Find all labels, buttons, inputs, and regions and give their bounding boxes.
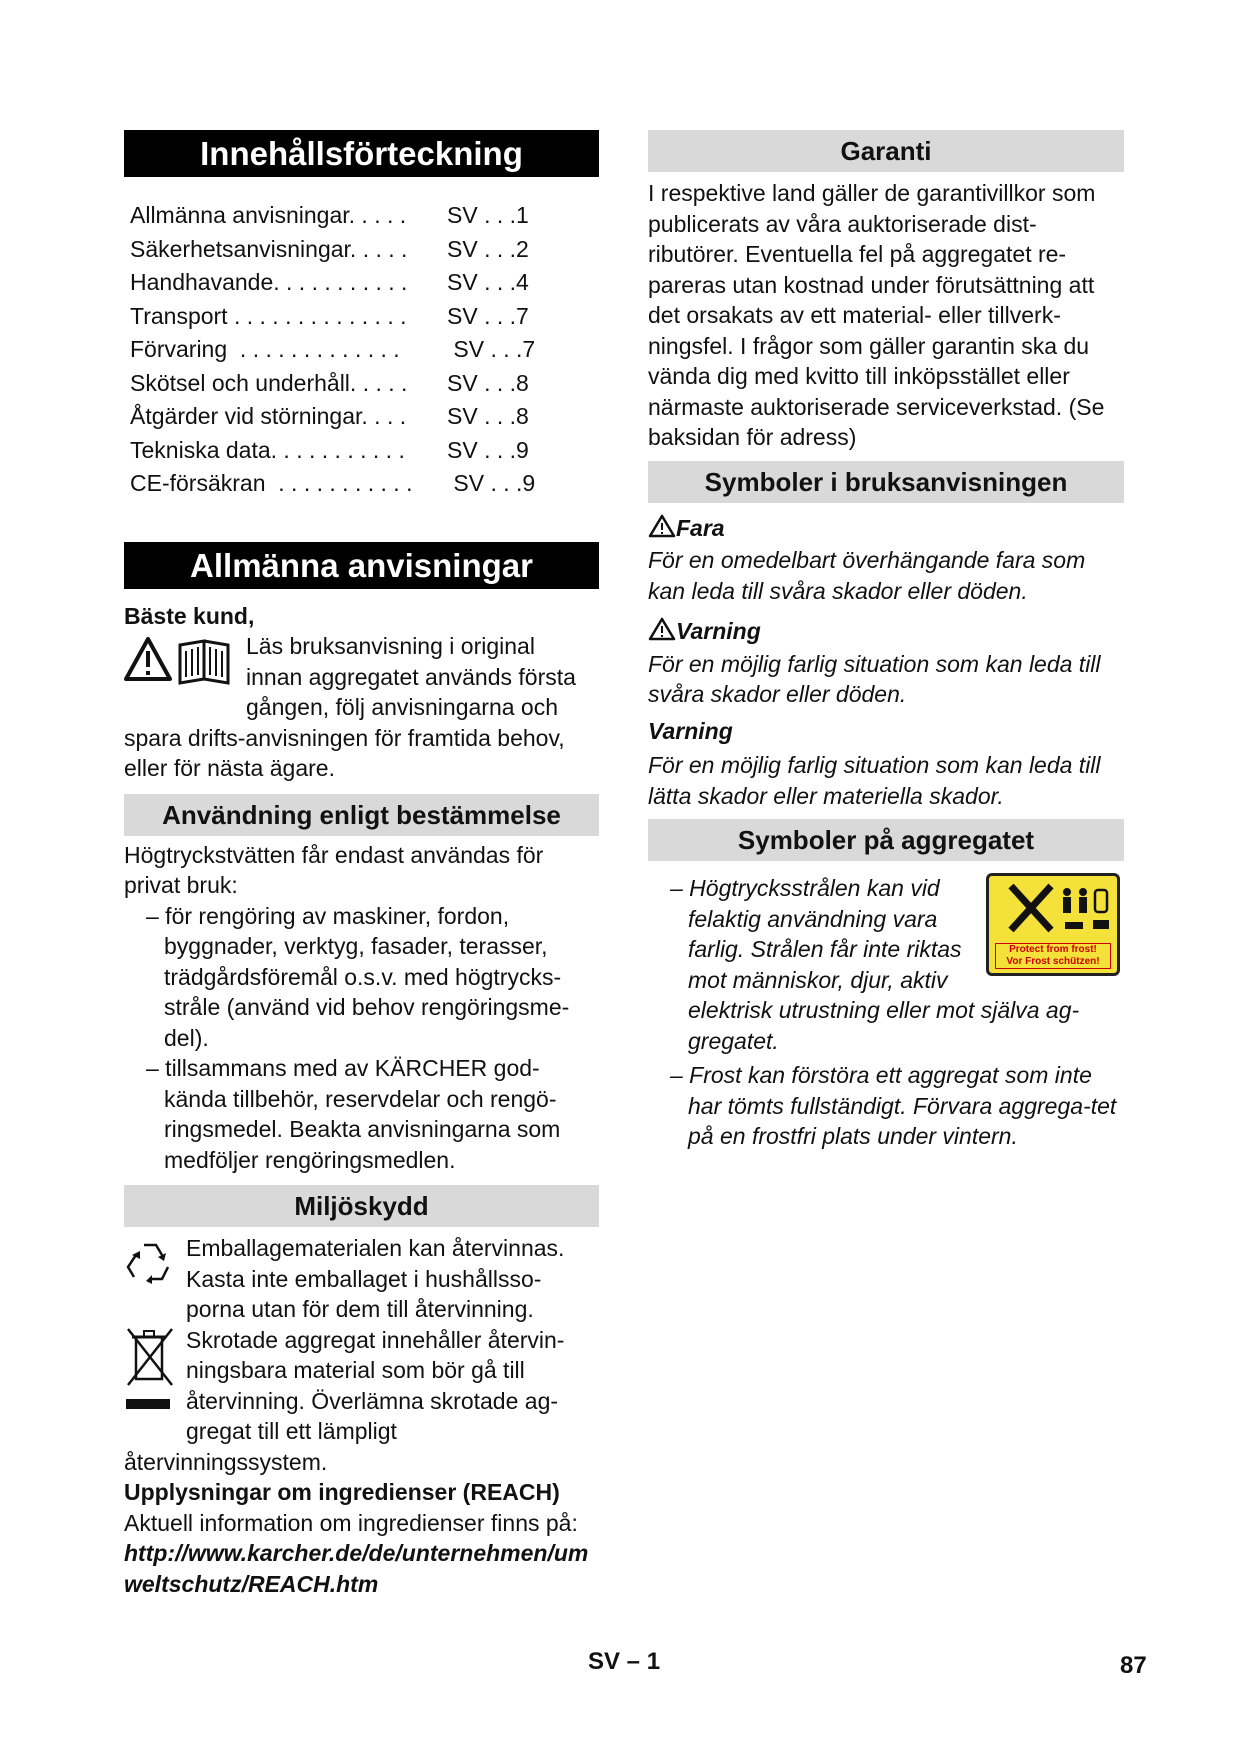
caution-text: För en möjlig farlig situation som kan leda till lätta skador eller materiella skador. <box>648 752 1101 809</box>
list-item: – tillsammans med av KÄRCHER god-kända tillbehör, reservdelar och rengö-ringsmedel. Beakta anvisningarna som medföljer rengöringsmedlen. <box>146 1055 561 1173</box>
symbols-device-heading: Symboler på aggregatet <box>648 819 1124 861</box>
greeting: Bäste kund, <box>124 602 255 629</box>
right-column <box>648 130 1124 1152</box>
list-item: – Högtrycksstrålen kan vid felaktig användning vara farlig. Strålen får inte riktas mot människor, djur, aktiv elektrisk utrustning eller mot själva ag-gregatet. <box>670 875 1080 1054</box>
warranty-heading: Garanti <box>648 130 1124 172</box>
general-intro: Läs bruksanvisning i original innan aggregatet används första gången, följ anvisningarna och spara drifts-anvisningen för framtida behov, eller för nästa ägare. <box>124 633 576 781</box>
reach-heading: Upplysningar om ingredienser (REACH) <box>124 1479 560 1505</box>
warning-label: Varning <box>648 616 1124 649</box>
toc-item[interactable]: Tekniska data. . . . . . . . . . . SV . . .9 <box>130 436 529 463</box>
toc-item[interactable]: Skötsel och underhåll. . . . . SV . . .8 <box>130 369 529 396</box>
crossed-bin-icon <box>124 1327 176 1421</box>
recycle-icon <box>124 1237 176 1297</box>
table-of-contents <box>130 199 599 501</box>
page-number: 87 <box>1120 1652 1147 1679</box>
toc-item[interactable]: CE-försäkran . . . . . . . . . . . SV . . .9 <box>130 470 536 496</box>
toc-item[interactable]: Handhavande. . . . . . . . . . . SV . . .4 <box>130 269 529 295</box>
usage-heading: Användning enligt bestämmelse <box>124 794 599 836</box>
usage-text: Högtryckstvätten får endast användas för privat bruk: <box>124 841 544 898</box>
caution-label: Varning <box>648 717 733 744</box>
weee-paragraph: Skrotade aggregat innehåller återvin-ningsbara material som bör gå till återvinning. Överlämna skrotade ag-gregat till ett lämpligt återvinningssystem. <box>124 1326 565 1475</box>
device-warning-label <box>986 873 1120 976</box>
reach-link[interactable]: http://www.karcher.de/de/unternehmen/umweltschutz/REACH.htm <box>124 1540 589 1597</box>
device-symbol-block <box>648 873 1124 1056</box>
toc-item[interactable]: Åtgärder vid störningar. . . . SV . . .8 <box>130 403 529 429</box>
warning-triangle-icon <box>648 617 676 649</box>
toc-heading: Innehållsförteckning <box>124 130 599 177</box>
environment-heading: Miljöskydd <box>124 1185 599 1227</box>
list-item: – Frost kan förstöra ett aggregat som inte har tömts fullständigt. Förvara aggrega-tet på en frostfri plats under vintern. <box>670 1062 1117 1150</box>
warning-triangle-icon <box>648 514 676 546</box>
frost-label-text: Protect from frost! Vor Frost schützen! <box>995 943 1111 969</box>
general-heading: Allmänna anvisningar <box>124 542 599 589</box>
footer-section: SV – 1 <box>588 1648 661 1675</box>
toc-item[interactable]: Transport . . . . . . . . . . . . . . SV . . .7 <box>130 302 529 329</box>
left-column <box>124 130 599 1599</box>
danger-label: Fara <box>648 513 1124 546</box>
warning-text: För en möjlig farlig situation som kan leda till svåra skador eller döden. <box>648 650 1101 708</box>
symbols-manual-heading: Symboler i bruksanvisningen <box>648 461 1124 503</box>
reach-text: Aktuell information om ingredienser finns på: <box>124 1509 578 1536</box>
list-item: – för rengöring av maskiner, fordon, byggnader, verktyg, fasader, terasser, trädgårdsföremål o.s.v. med högtrycks-stråle (använd vid behov rengöringsme-del). <box>146 902 570 1051</box>
warning-manual-icon <box>124 635 236 693</box>
warranty-text: I respektive land gäller de garantivillkor som publicerats av våra auktoriserade dist-ributörer. Eventuella fel på aggregatet re-pareras utan kostnad under förutsättning att det orsakats av ett material- eller tillverk-ningsfel. I frågor som gäller garantin ska du vända dig med kvitto till inköpsstället eller närmaste auktoriserade serviceverkstad. (Se baksidan för adress) <box>648 180 1105 450</box>
recycle-paragraph: Emballagematerialen kan återvinnas. Kasta inte emballaget i hushållsso-porna utan för dem till återvinning. <box>124 1233 599 1325</box>
toc-item[interactable]: Säkerhetsanvisningar. . . . . SV . . .2 <box>130 235 529 262</box>
toc-item[interactable]: Förvaring . . . . . . . . . . . . . SV . . .7 <box>130 336 536 362</box>
toc-item[interactable]: Allmänna anvisningar. . . . . SV . . .1 <box>130 202 529 228</box>
danger-text: För en omedelbart överhängande fara som kan leda till svåra skador eller döden. <box>648 547 1086 604</box>
